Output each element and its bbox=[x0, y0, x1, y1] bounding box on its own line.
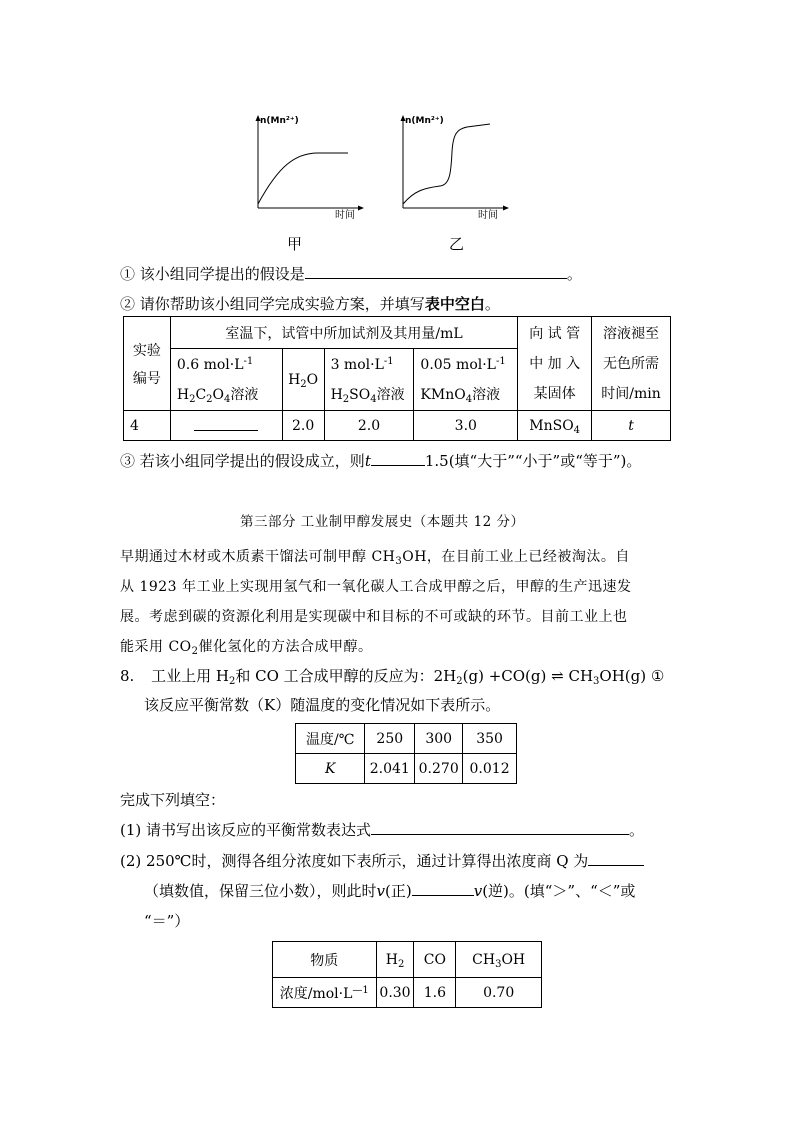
th-add-solid: 向 试 管 中 加 入 某固体 bbox=[518, 317, 592, 411]
conc-table-substance-header: 物质 bbox=[273, 942, 377, 978]
k-table-t2: 300 bbox=[415, 724, 463, 754]
experiment-table bbox=[123, 316, 671, 441]
graph-yi-caption: 乙 bbox=[449, 235, 465, 253]
q3-text-a: 若该小组同学提出的假设成立，则 bbox=[139, 452, 365, 470]
th-h2o: $H_2O$ bbox=[282, 349, 324, 411]
fill-instruction: 完成下列填空： bbox=[120, 791, 226, 809]
conc-table-co-header: CO bbox=[414, 942, 456, 978]
th-h2c2o4: 0.6 $mol\cdot L^{-1}$ $H_2C_2O_4$溶液 bbox=[170, 349, 282, 411]
sq2-q-blank[interactable] bbox=[588, 851, 644, 866]
k-table-t3: 350 bbox=[463, 724, 517, 754]
k-table-k3: 0.012 bbox=[463, 754, 517, 784]
th-time: 溶液褪至 无色所需 时间/min bbox=[592, 317, 671, 411]
question-8: 8. 工业上用 $H_2$和 CO 工合成甲醇的反应为：$2H_2(g) +CO(g)$ ⇌ $CH_3OH(g)$ ① bbox=[120, 667, 665, 687]
row-exp-no: 4 bbox=[124, 411, 171, 441]
q2-text: 请你帮助该小组同学完成实验方案，并填写 bbox=[139, 295, 425, 313]
subquestion-2: (2) 250℃时，测得各组分浓度如下表所示，通过计算得出浓度商 Q 为 bbox=[120, 851, 644, 871]
q2-bold: 表中空白 bbox=[424, 295, 485, 313]
k-table-k1: 2.041 bbox=[365, 754, 415, 784]
graph-yi-x-label: 时间 bbox=[478, 210, 498, 221]
subquestion-2-line3: “＝”） bbox=[144, 912, 190, 930]
part3-title: 第三部分 工业制甲醇发展史（本题共 12 分） bbox=[240, 514, 525, 530]
question-1 bbox=[120, 264, 582, 284]
graph-jia-y-label: n(Mn²⁺) bbox=[260, 116, 299, 126]
q2-num: ② bbox=[120, 295, 136, 313]
th-kmno4: 0.05 $mol\cdot L^{-1}$ KMnO$_4$溶液 bbox=[414, 349, 518, 411]
conc-table-co: 1.6 bbox=[414, 978, 456, 1008]
graph-yi-y-label: n(Mn²⁺) bbox=[405, 116, 444, 126]
conc-table-ch3oh: 0.70 bbox=[456, 978, 542, 1008]
conc-table bbox=[272, 941, 542, 1008]
q1-text: 该小组同学提出的假设是 bbox=[139, 265, 305, 283]
row-kmno4: 3.0 bbox=[414, 411, 518, 441]
q8-line2: 该反应平衡常数（K）随温度的变化情况如下表所示。 bbox=[144, 696, 501, 714]
q1-num: ① bbox=[120, 265, 136, 283]
q3-num: ③ bbox=[120, 452, 136, 470]
k-table-k-label: K bbox=[296, 754, 365, 784]
th-reagents: 室温下，试管中所加试剂及其用量/mL bbox=[170, 317, 517, 349]
graph-yi bbox=[395, 112, 515, 222]
q3-var: t bbox=[364, 452, 371, 470]
k-table-k2: 0.270 bbox=[415, 754, 463, 784]
q8-num: 8. bbox=[120, 667, 135, 685]
k-table bbox=[295, 723, 517, 784]
q3-text-b: 1.5(填“大于”“小于”或“等于”)。 bbox=[424, 452, 642, 470]
sq1-blank[interactable] bbox=[371, 820, 629, 835]
conc-table-ch3oh-header: $CH_3OH$ bbox=[456, 942, 542, 978]
th-exp-no: 实验 编号 bbox=[124, 317, 171, 411]
row-h2o: 2.0 bbox=[282, 411, 324, 441]
subquestion-2-line2: （填数值，保留三位小数），则此时v(正) v(逆)。(填“＞”、“＜”或 bbox=[144, 882, 636, 900]
th-h2so4: 3 $mol\cdot L^{-1}$ $H_2SO_4$溶液 bbox=[324, 349, 414, 411]
subquestion-1: (1) 请书写出该反应的平衡常数表达式 。 bbox=[120, 821, 645, 839]
graph-jia bbox=[250, 112, 370, 222]
q1-end: 。 bbox=[566, 265, 582, 283]
k-table-temp-header: 温度/℃ bbox=[296, 724, 365, 754]
row-time: t bbox=[592, 411, 671, 441]
k-table-t1: 250 bbox=[365, 724, 415, 754]
part3-para: 早期通过木材或木质素干馏法可制甲醇 $CH_3OH$，在目前工业上已经被淘汰。自 从 1923 年工业上实现用氢气和一氧化碳人工合成甲醇之后，甲醇的生产迅速发 展。考虑到碳的资源化利用是实现碳中和目标的不可或缺的环节。目前工业上也 能采用 $CO_2$催化氢化的方法合成甲醇。 bbox=[120, 549, 632, 657]
conc-table-h2-header: $H_2$ bbox=[376, 942, 414, 978]
sq2-compare-blank[interactable] bbox=[412, 881, 474, 896]
q1-blank[interactable] bbox=[305, 264, 567, 279]
row-solid: MnSO$_4$ bbox=[518, 411, 592, 441]
q3-blank[interactable] bbox=[371, 451, 425, 466]
graph-jia-caption: 甲 bbox=[287, 235, 303, 253]
conc-table-conc-label: 浓度$/mol\cdot L^{—1}$ bbox=[273, 978, 377, 1008]
row-h2c2o4-blank[interactable] bbox=[170, 411, 282, 441]
question-3 bbox=[120, 451, 641, 471]
conc-table-h2: 0.30 bbox=[376, 978, 414, 1008]
q2-end: 。 bbox=[484, 295, 500, 313]
graph-jia-x-label: 时间 bbox=[335, 210, 355, 221]
question-2 bbox=[120, 294, 500, 314]
row-h2so4: 2.0 bbox=[324, 411, 414, 441]
